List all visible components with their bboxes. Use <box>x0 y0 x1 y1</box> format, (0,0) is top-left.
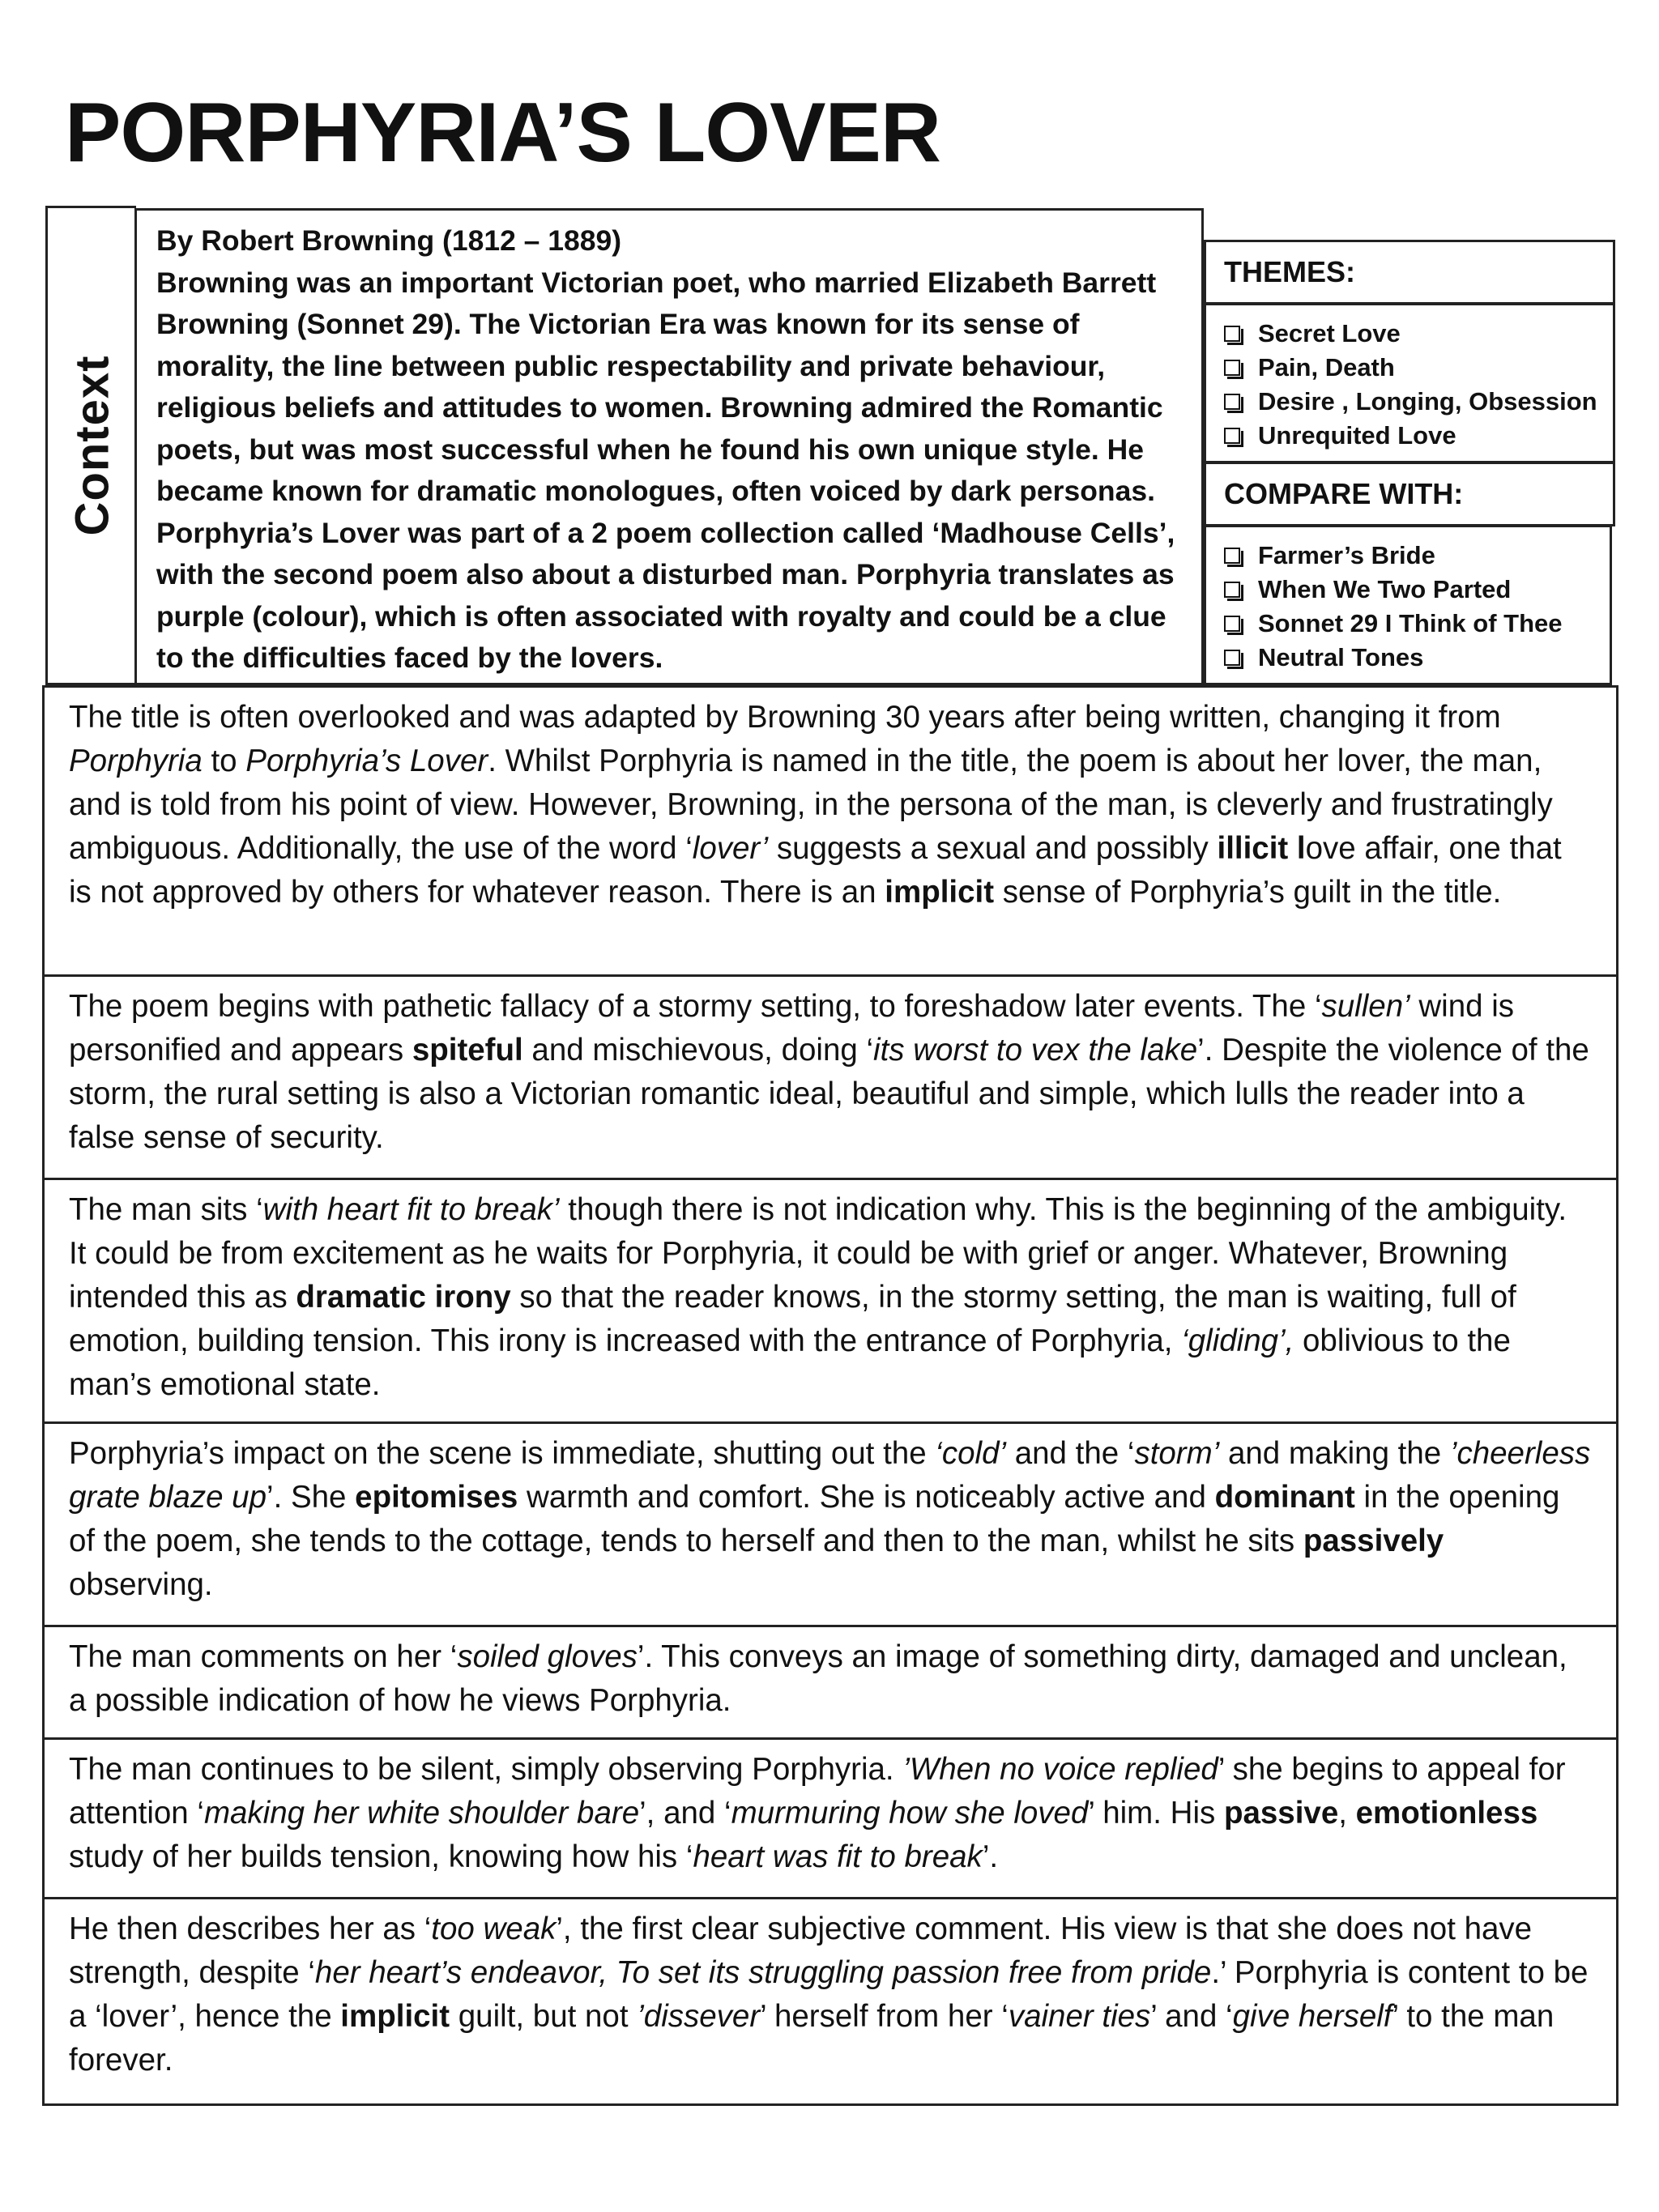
text-run: .’ Porphyria is content to be a ‘lover’, hence the <box>69 1955 1589 2034</box>
text-run: and mischievous, doing ‘ <box>522 1033 874 1068</box>
text-run: Porphyria’s impact on the scene is immediate, shutting out the <box>69 1436 936 1471</box>
text-run: The man sits ‘ <box>69 1192 263 1227</box>
quoted-phrase: heart was fit to break <box>693 1839 983 1874</box>
bold-term: spiteful <box>412 1033 523 1068</box>
bold-term: dramatic irony <box>296 1280 511 1315</box>
text-run: , <box>1338 1796 1356 1831</box>
quoted-phrase: too weak <box>431 1912 557 1946</box>
text-run: ’ she begins to appeal for attention ‘ <box>69 1752 1566 1831</box>
themes-list-box <box>1204 303 1615 463</box>
list-item: Farmer’s Bride <box>1224 539 1592 573</box>
compare-list-box <box>1204 525 1612 685</box>
analysis-paragraph <box>69 1907 1592 2082</box>
checkbox-icon <box>1224 428 1240 444</box>
themes-header-box <box>1204 240 1615 305</box>
list-item: Secret Love <box>1224 317 1595 351</box>
quoted-phrase: ‘gliding’, <box>1181 1323 1294 1358</box>
analysis-box-title <box>42 685 1618 977</box>
bold-term: dominant <box>1214 1480 1355 1515</box>
text-run: ove affair, one that is not approved by others for whatever reason. There is an <box>69 831 1562 910</box>
checkbox-icon <box>1224 360 1240 376</box>
bold-term: emotionless <box>1355 1796 1538 1831</box>
compare-list <box>1224 539 1592 675</box>
text-run: ’. <box>982 1839 999 1874</box>
text-run: warmth and comfort. She is noticeably active and <box>518 1480 1215 1515</box>
analysis-paragraph <box>69 1432 1592 1607</box>
themes-list <box>1224 317 1595 453</box>
compare-header-box <box>1204 462 1615 526</box>
checkbox-icon <box>1224 582 1240 598</box>
analysis-box-silence <box>42 1737 1618 1899</box>
list-item: Desire , Longing, Obsession <box>1224 385 1595 419</box>
list-item: Pain, Death <box>1224 351 1595 385</box>
analysis-paragraph <box>69 1635 1592 1723</box>
text-run: to <box>202 744 246 778</box>
text-run: study of her builds tension, knowing how his ‘ <box>69 1839 693 1874</box>
bold-term: implicit <box>885 875 995 910</box>
text-run: and the ‘ <box>1006 1436 1135 1471</box>
analysis-box-impact <box>42 1421 1618 1627</box>
analysis-box-setting <box>42 974 1618 1180</box>
compare-heading: COMPARE WITH: <box>1224 477 1464 510</box>
text-run: The title is often overlooked and was adapted by Browning 30 years after being written, changing it from <box>69 700 1501 735</box>
text-run: ’, the first clear subjective comment. His view is that she does not have strength, despite ‘ <box>69 1912 1533 1990</box>
analysis-box-gloves <box>42 1625 1618 1740</box>
text-run: ’ him. His <box>1088 1796 1224 1831</box>
quoted-phrase: give herself <box>1232 1999 1392 2034</box>
text-run: ’. Despite the violence of the storm, the rural setting is also a Victorian romantic ideal, beautiful and simple, which lulls the reader into a false sense of security. <box>69 1033 1589 1155</box>
text-run: and making the <box>1219 1436 1450 1471</box>
checkbox-icon <box>1224 548 1240 564</box>
bold-term: implicit <box>340 1999 450 2034</box>
quoted-phrase: storm’ <box>1134 1436 1220 1471</box>
text-run: so that the reader knows, in the stormy setting, the man is waiting, full of emotion, building tension. This irony is increased with the entrance of Porphyria, <box>69 1280 1516 1358</box>
text-run: He then describes her as ‘ <box>69 1912 432 1946</box>
checkbox-icon <box>1224 394 1240 410</box>
checkbox-icon <box>1224 326 1240 342</box>
text-run: ’ herself from her ‘ <box>760 1999 1009 2034</box>
analysis-paragraph <box>69 1748 1592 1879</box>
context-box <box>134 208 1204 685</box>
quoted-phrase: with heart fit to break’ <box>262 1192 560 1227</box>
quoted-phrase: sullen’ <box>1321 989 1410 1024</box>
analysis-paragraph <box>69 1188 1592 1407</box>
list-item: When We Two Parted <box>1224 573 1592 607</box>
text-run: The man comments on her ‘ <box>69 1639 458 1674</box>
text-run: ’. This conveys an image of something dirty, damaged and unclean, a possible indication of how he views Porphyria. <box>69 1639 1567 1718</box>
text-run: . Whilst Porphyria is named in the title, the poem is about her lover, the man, and is told from his point of view. However, Browning, in the persona of the man, is cleverly and frustratingly ambiguous. Additionally, the use of the word ‘ <box>69 744 1553 866</box>
quoted-phrase: lover’ <box>692 831 769 866</box>
list-item: Unrequited Love <box>1224 419 1595 453</box>
quoted-phrase: ’cheerless grate blaze up <box>69 1436 1591 1515</box>
text-run: ’ to the man forever. <box>69 1999 1555 2078</box>
quoted-phrase: soiled gloves <box>457 1639 638 1674</box>
text-run: The man continues to be silent, simply observing Porphyria. <box>69 1752 903 1787</box>
analysis-box-weak <box>42 1897 1618 2106</box>
text-run: ’. She <box>267 1480 356 1515</box>
text-run: observing. <box>69 1567 213 1602</box>
text-run: wind is personified and appears <box>69 989 1515 1068</box>
quoted-phrase: its worst to vex the lake <box>873 1033 1198 1068</box>
text-run: ’ and ‘ <box>1150 1999 1233 2034</box>
author-line: By Robert Browning (1812 – 1889) <box>156 224 622 257</box>
text-run: sense of Porphyria’s guilt in the title. <box>994 875 1502 910</box>
themes-heading: THEMES: <box>1224 255 1355 288</box>
quoted-phrase: Porphyria <box>69 744 203 778</box>
analysis-box-heart <box>42 1178 1618 1424</box>
quoted-phrase: making her white shoulder bare <box>203 1796 640 1831</box>
quoted-phrase: vainer ties <box>1008 1999 1151 2034</box>
bold-term: passively <box>1303 1524 1444 1558</box>
context-body: Browning was an important Victorian poet, who married Elizabeth Barrett Browning (Sonnet 29). The Victorian Era was known for its sense of morality, the line between public respectability and private behaviour, religious beliefs and attitudes to women. Browning admired the Romantic poets, but was most successful when he found his own unique style. He became known for dramatic monologues, often voiced by dark personas. Porphyria’s Lover was part of a 2 poem collection called ‘Madhouse Cells’, with the second poem also about a disturbed man. Porphyria translates as purple (colour), which is often associated with royalty and could be a clue to the difficulties faced by the lovers. <box>156 266 1175 674</box>
context-label: Context <box>66 355 118 536</box>
text-run: oblivious to the man’s emotional state. <box>69 1323 1511 1402</box>
text-run: guilt, but not <box>450 1999 638 2034</box>
checkbox-icon <box>1224 616 1240 632</box>
quoted-phrase: ’dissever <box>637 1999 761 2034</box>
text-run: though there is not indication why. This is the beginning of the ambiguity. It could be from excitement as he waits for Porphyria, it could be with grief or anger. Whatever, Browning intended this as <box>69 1192 1567 1315</box>
bold-term: illicit l <box>1217 831 1306 866</box>
text-run: ’, and ‘ <box>639 1796 731 1831</box>
page-title: PORPHYRIA’S LOVER <box>65 86 940 180</box>
quoted-phrase: ‘cold’ <box>935 1436 1007 1471</box>
context-label-box <box>45 206 136 685</box>
text-run: in the opening of the poem, she tends to the cottage, tends to herself and then to the man, whilst he sits <box>69 1480 1560 1558</box>
quoted-phrase: ’When no voice replied <box>902 1752 1218 1787</box>
analysis-paragraph <box>69 696 1592 914</box>
checkbox-icon <box>1224 650 1240 666</box>
list-item: Neutral Tones <box>1224 641 1592 675</box>
list-item: Sonnet 29 I Think of Thee <box>1224 607 1592 641</box>
quoted-phrase: Porphyria’s Lover <box>245 744 488 778</box>
text-run: The poem begins with pathetic fallacy of a stormy setting, to foreshadow later events. The ‘ <box>69 989 1322 1024</box>
quoted-phrase: her heart’s endeavor, To set its struggling passion free from pride <box>314 1955 1212 1990</box>
text-run: suggests a sexual and possibly <box>768 831 1218 866</box>
analysis-paragraph <box>69 985 1592 1160</box>
quoted-phrase: murmuring how she loved <box>731 1796 1089 1831</box>
bold-term: passive <box>1223 1796 1339 1831</box>
bold-term: epitomises <box>355 1480 518 1515</box>
